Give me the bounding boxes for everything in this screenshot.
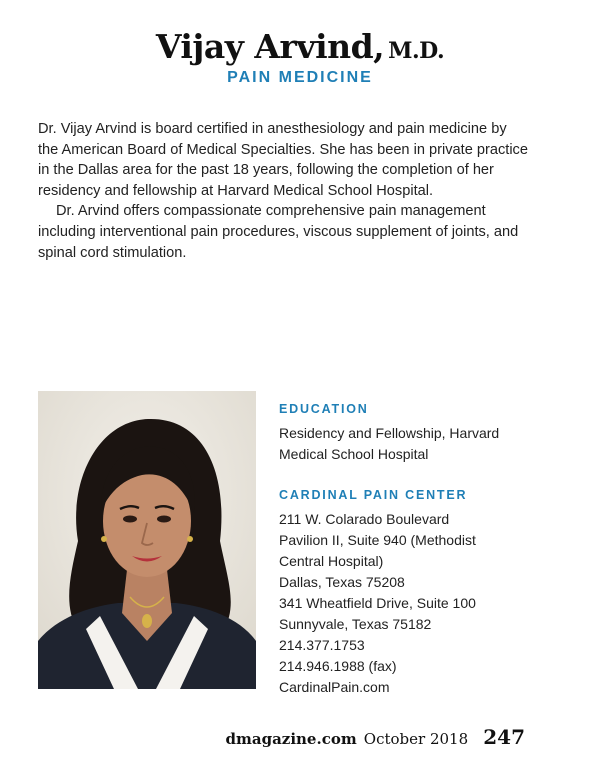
practice-fax: 214.946.1988 (fax) [279,658,397,674]
bio-section [38,119,528,263]
education-heading: EDUCATION [279,402,369,416]
doctor-portrait-photo [38,391,256,689]
specialty-label: PAIN MEDICINE [227,69,373,86]
practice-address-line: 341 Wheatfield Drive, Suite 100 [279,595,476,611]
practice-address-line: 211 W. Colarado Boulevard [279,511,450,527]
portrait-illustration [38,391,256,689]
doctor-credentials: M.D. [388,38,445,64]
page-footer [226,725,525,749]
practice-heading: CARDINAL PAIN CENTER [279,488,468,502]
footer-site: dmagazine.com [225,730,357,748]
info-column [279,400,579,698]
practice-section [279,486,579,698]
practice-address-line: Dallas, Texas 75208 [279,574,405,590]
bio-paragraph: Dr. Arvind offers compassionate comprehensive pain management including interventional pain procedures, viscous supplement of joints, and spinal cord stimulation. [38,203,519,261]
education-line: Residency and Fellowship, Harvard [279,425,500,441]
practice-phone: 214.377.1753 [279,637,365,653]
doctor-name: Vijay Arvind, [155,27,385,66]
education-line: Medical School Hospital [279,446,429,462]
practice-address-line: Sunnyvale, Texas 75182 [279,616,432,632]
profile-header [0,27,600,87]
education-section [279,400,579,465]
practice-website: CardinalPain.com [279,679,390,695]
footer-date: October 2018 [363,730,469,748]
bio-paragraph: Dr. Vijay Arvind is board certified in anesthesiology and pain medicine by the American Board of Medical Specialties. She has been in private practice in the Dallas area for the past 18 years, following the completion of her residency and fellowship at Harvard Medical School Hospital. [38,121,528,199]
section-spacer [279,465,579,486]
doctor-name-line [0,27,600,66]
page-number: 247 [483,725,525,749]
practice-address-line: Central Hospital) [279,553,384,569]
practice-address-line: Pavilion II, Suite 940 (Methodist [279,532,476,548]
